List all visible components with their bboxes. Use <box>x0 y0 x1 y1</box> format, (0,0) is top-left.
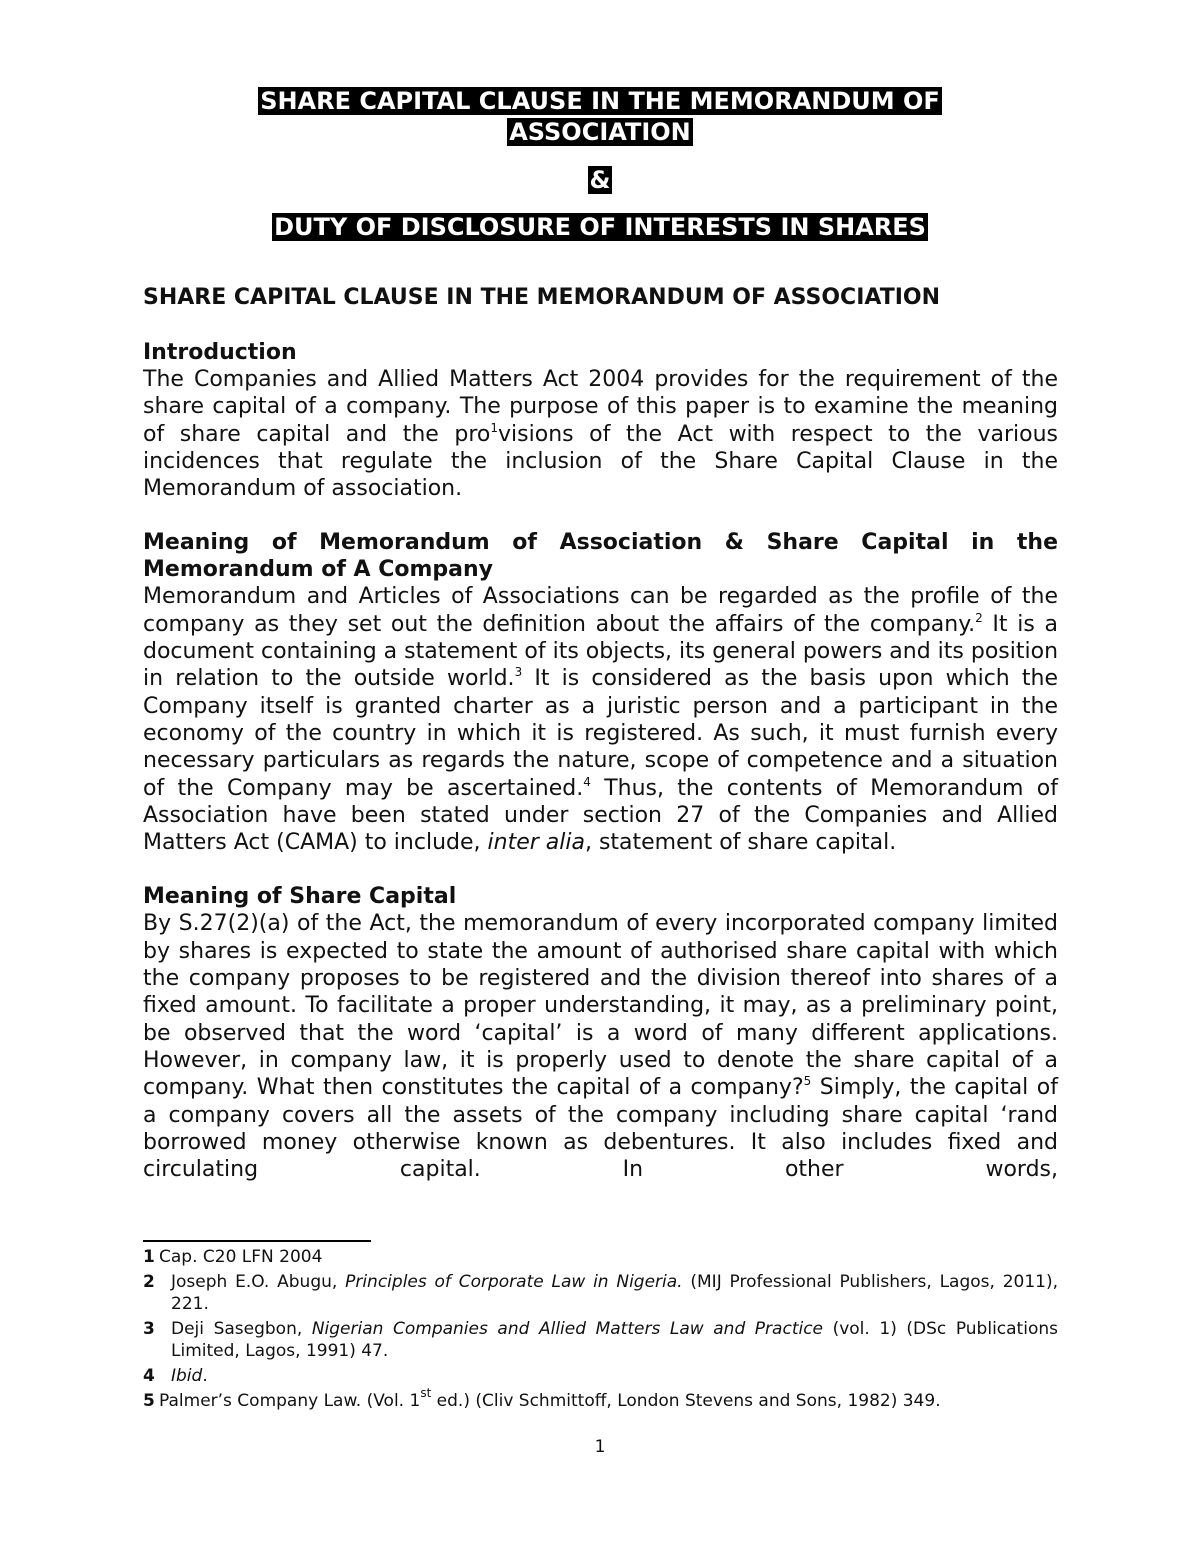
meaning-memo-heading: Meaning of Memorandum of Association & Share Capital in the Memorandum of A Company <box>143 530 1058 583</box>
title-line-3: DUTY OF DISCLOSURE OF INTERESTS IN SHARES <box>274 213 926 241</box>
body-content <box>143 283 1058 1183</box>
footnote-2: 2 Joseph E.O. Abugu, Principles of Corporate Law in Nigeria. (MIJ Professional Publishers, Lagos, 2011), 221. <box>143 1272 1058 1314</box>
main-heading: SHARE CAPITAL CLAUSE IN THE MEMORANDUM OF ASSOCIATION <box>143 285 941 310</box>
footnote-separator <box>143 1240 371 1242</box>
footnote-ref-5[interactable]: 5 <box>803 1074 812 1089</box>
footnote-ref-4[interactable]: 4 <box>583 774 591 789</box>
meaning-share-paragraph: By S.27(2)(a) of the Act, the memorandum of every incorporated company limited by shares is expected to state the amount of authorised share capital with which the company proposes to be registered and the division thereof into shares of a fixed amount. To facilitate a proper understanding, it may, as a preliminary point, be observed that the word ‘capital’ is a word of many different applications. However, in company law, it is properly used to denote the share capital of a company. What then constitutes the capital of a company?$^5$ Simply, the capital of a company covers all the assets of the company including share capital ‘rand borrowed money otherwise known as debentures. It also includes fixed and circulating capital. In other words, <box>143 911 1058 1183</box>
footnote-ref-3[interactable]: 3 <box>514 665 523 680</box>
meaning-share-heading: Meaning of Share Capital <box>143 884 457 910</box>
intro-paragraph: The Companies and Allied Matters Act 2004 provides for the requirement of the share capital of a company. The purpose of this paper is to examine the meaning of share capital and the pro$^1$visions of the Act with respect to the various incidences that regulate the inclusion of the Share Capital Clause in the Memorandum of association. <box>143 367 1058 502</box>
footnote-ref-2[interactable]: 2 <box>975 610 983 625</box>
page-number: 1 <box>594 1437 606 1457</box>
footnote-ref-1[interactable]: 1 <box>490 420 499 435</box>
title-ampersand: & <box>589 166 611 194</box>
footnote-5: 5 Palmer’s Company Law. (Vol. 1st ed.) (Cliv Schmittoff, London Stevens and Sons, 1982) 349. <box>143 1386 941 1411</box>
meaning-memo-paragraph: Memorandum and Articles of Associations can be regarded as the profile of the company as they set out the definition about the affairs of the company.$^2$ It is a document containing a statement of its objects, its general powers and its position in relation to the outside world.$^3$ It is considered as the basis upon which the Company itself is granted charter as a juristic person and a participant in the economy of the country in which it is registered. As such, it must furnish every necessary particulars as regards the nature, scope of competence and a situation of the Company may be ascertained.$^4$ Thus, the contents of Memorandum of Association have been stated under section 27 of the Companies and Allied Matters Act (CAMA) to include, inter alia, statement of share capital. <box>143 584 1059 856</box>
footnotes <box>143 1246 1058 1415</box>
footnote-4: 4 Ibid. <box>143 1366 208 1386</box>
intro-heading: Introduction <box>143 340 297 365</box>
footnote-1: 1 Cap. C20 LFN 2004 <box>143 1247 323 1267</box>
title-line-1: SHARE CAPITAL CLAUSE IN THE MEMORANDUM OF <box>260 87 940 115</box>
title-line-2: ASSOCIATION <box>509 118 691 146</box>
footnote-3: 3 Deji Sasegbon, Nigerian Companies and Allied Matters Law and Practice (vol. 1) (DSc Publications Limited, Lagos, 1991) 47. <box>143 1319 1058 1361</box>
